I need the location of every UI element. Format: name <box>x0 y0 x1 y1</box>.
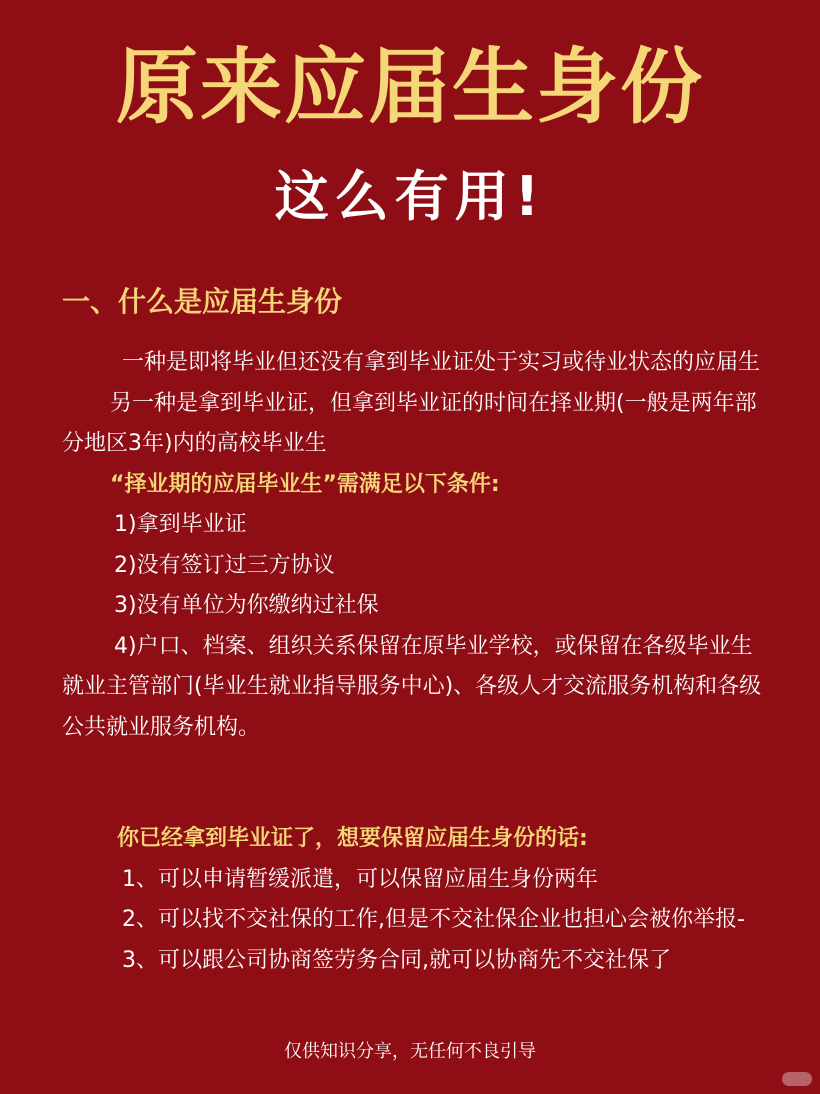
conditions-heading: “择业期的应届毕业生”需满足以下条件: <box>110 471 500 497</box>
condition-item: 3)没有单位为你缴纳过社保 <box>114 593 379 618</box>
disclaimer-footer: 仅供知识分享，无任何不良引导 <box>284 1041 536 1062</box>
section-body <box>62 343 772 748</box>
paragraph-first-type: 一种是即将毕业但还没有拿到毕业证处于实习或待业状态的应届生 <box>122 350 761 375</box>
keep-status-item: 1、可以申请暂缓派遣，可以保留应届生身份两年 <box>122 866 598 892</box>
watermark-logo <box>782 1072 812 1086</box>
condition-item: 2)没有签订过三方协议 <box>114 552 335 578</box>
page-subtitle: 这么有用! <box>274 165 546 228</box>
paragraph-second-type: 另一种是拿到毕业证，但拿到毕业证的时间在择业期(一般是两年部分地区3年)内的高校毕业生 <box>62 390 757 456</box>
section-keep-status <box>62 819 772 981</box>
section-heading-what-is: 一、什么是应届生身份 <box>62 285 343 318</box>
keep-status-item: 3、可以跟公司协商签劳务合同,就可以协商先不交社保了 <box>122 947 671 973</box>
keep-status-heading: 你已经拿到毕业证了，想要保留应届生身份的话: <box>117 826 588 851</box>
condition-item: 4)户口、档案、组织关系保留在原毕业学校，或保留在各级毕业生就业主管部门(毕业生就业指导服务中心)、各级人才交流服务机构和各级公共就业服务机构。 <box>62 633 762 740</box>
keep-status-item: 2、可以找不交社保的工作,但是不交社保企业也担心会被你举报- <box>122 907 745 932</box>
condition-item: 1)拿到毕业证 <box>114 512 247 537</box>
page-title: 原来应届生身份 <box>115 40 704 135</box>
